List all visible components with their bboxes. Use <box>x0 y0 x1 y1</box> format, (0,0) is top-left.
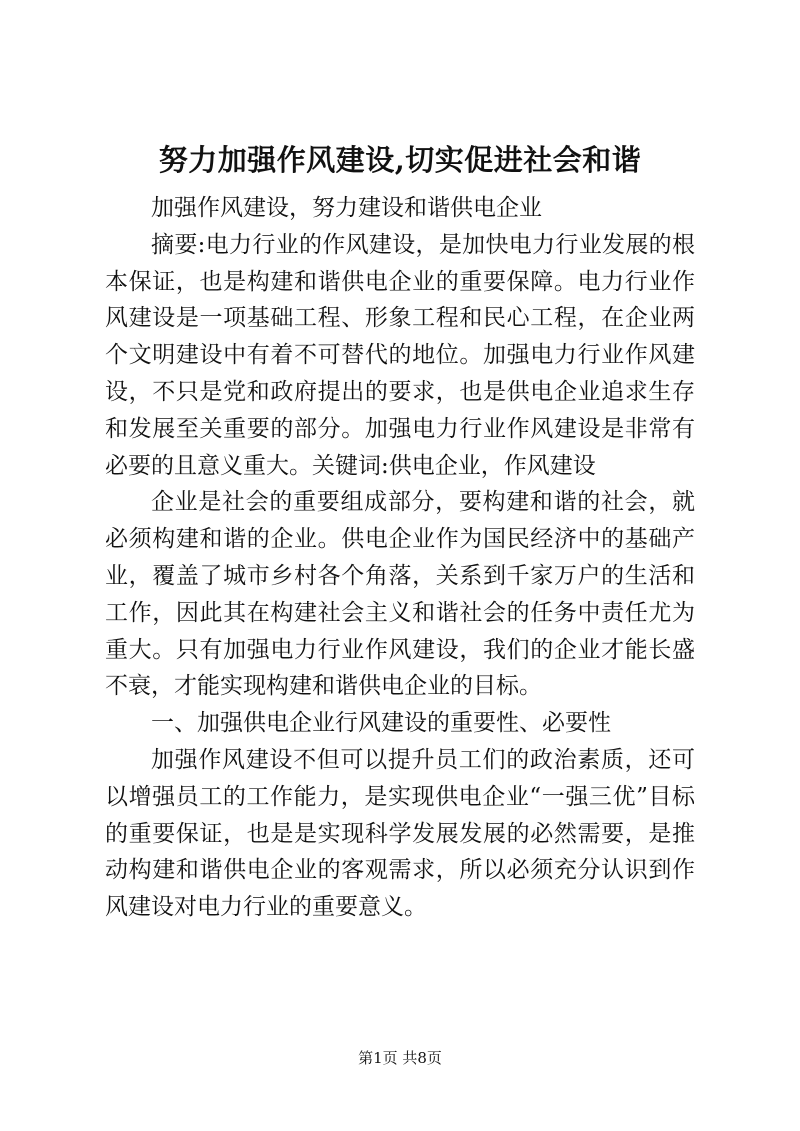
body-paragraph: 企业是社会的重要组成部分，要构建和谐的社会，就必须构建和谐的企业。供电企业作为国民经济中的基础产业，覆盖了城市乡村各个角落，关系到千家万户的生活和工作，因此其在构建社会主义和谐社会的任务中责任尤为重大。只有加强电力行业作风建设，我们的企业才能长盛不衰，才能实现构建和谐供电企业的目标。 <box>105 489 695 700</box>
abstract-paragraph: 摘要:电力行业的作风建设，是加快电力行业发展的根本保证，也是构建和谐供电企业的重要保障。电力行业作风建设是一项基础工程、形象工程和民心工程，在企业两个文明建设中有着不可替代的地位。加强电力行业作风建设，不只是党和政府提出的要求，也是供电企业追求生存和发展至关重要的部分。加强电力行业作风建设是非常有必要的且意义重大。关键词:供电企业，作风建设 <box>105 231 695 479</box>
document-body <box>105 190 695 926</box>
section-heading: 一、加强供电企业行风建设的重要性、必要性 <box>151 710 611 737</box>
document-title: 努力加强作风建设,切实促进社会和谐 <box>158 143 642 177</box>
body-paragraph: 加强作风建设不但可以提升员工们的政治素质，还可以增强员工的工作能力，是实现供电企业“一强三优”目标的重要保证，也是是实现科学发展发展的必然需要，是推动构建和谐供电企业的客观需求，所以必须充分认识到作风建设对电力行业的重要意义。 <box>105 746 695 921</box>
subtitle-paragraph: 加强作风建设，努力建设和谐供电企业 <box>151 195 542 221</box>
page-footer: 第1页 共8页 <box>358 1049 442 1067</box>
